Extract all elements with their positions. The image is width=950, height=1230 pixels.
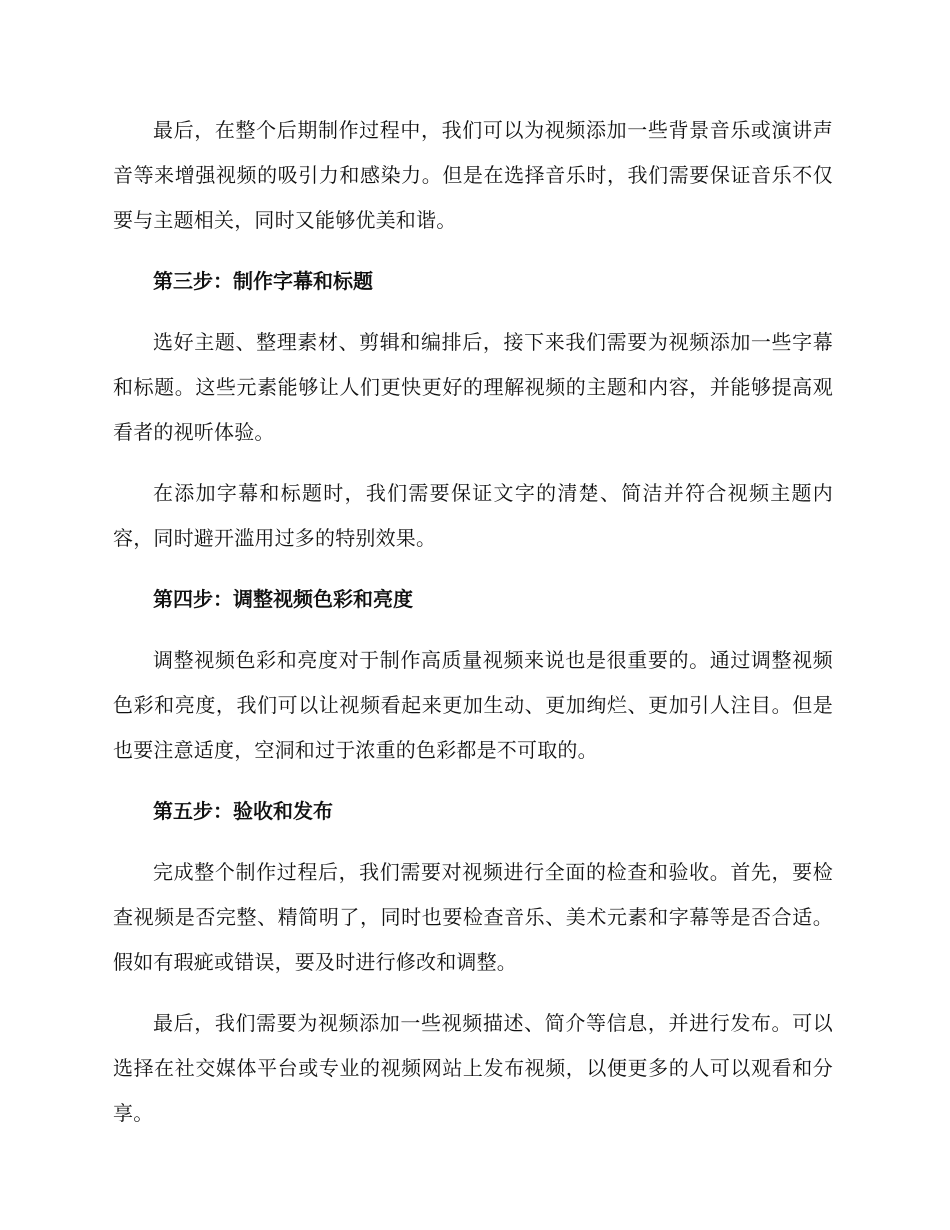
paragraph-background-music: 最后，在整个后期制作过程中，我们可以为视频添加一些背景音乐或演讲声音等来增强视频的吸引力和感染力。但是在选择音乐时，我们需要保证音乐不仅要与主题相关，同时又能够优美和谐。 [113, 118, 833, 232]
paragraph-publish: 最后，我们需要为视频添加一些视频描述、简介等信息，并进行发布。可以选择在社交媒体平台或专业的视频网站上发布视频，以便更多的人可以观看和分享。 [113, 1011, 833, 1125]
paragraph-color-brightness: 调整视频色彩和亮度对于制作高质量视频来说也是很重要的。通过调整视频色彩和亮度，我们可以让视频看起来更加生动、更加绚烂、更加引人注目。但是也要注意适度，空洞和过于浓重的色彩都是不可取的。 [113, 648, 833, 762]
paragraph-review: 完成整个制作过程后，我们需要对视频进行全面的检查和验收。首先，要检查视频是否完整、精简明了，同时也要检查音乐、美术元素和字幕等是否合适。假如有瑕疵或错误，要及时进行修改和调整。 [113, 860, 833, 974]
paragraph-add-subtitles: 选好主题、整理素材、剪辑和编排后，接下来我们需要为视频添加一些字幕和标题。这些元素能够让人们更快更好的理解视频的主题和内容，并能够提高观看者的视听体验。 [113, 330, 833, 444]
document-page [113, 108, 833, 1152]
heading-step-four: 第四步：调整视频色彩和亮度 [153, 587, 413, 611]
heading-step-five: 第五步：验收和发布 [153, 799, 333, 823]
heading-step-three: 第三步：制作字幕和标题 [153, 269, 373, 293]
paragraph-subtitle-guidelines: 在添加字幕和标题时，我们需要保证文字的清楚、简洁并符合视频主题内容，同时避开滥用过多的特别效果。 [113, 481, 833, 550]
